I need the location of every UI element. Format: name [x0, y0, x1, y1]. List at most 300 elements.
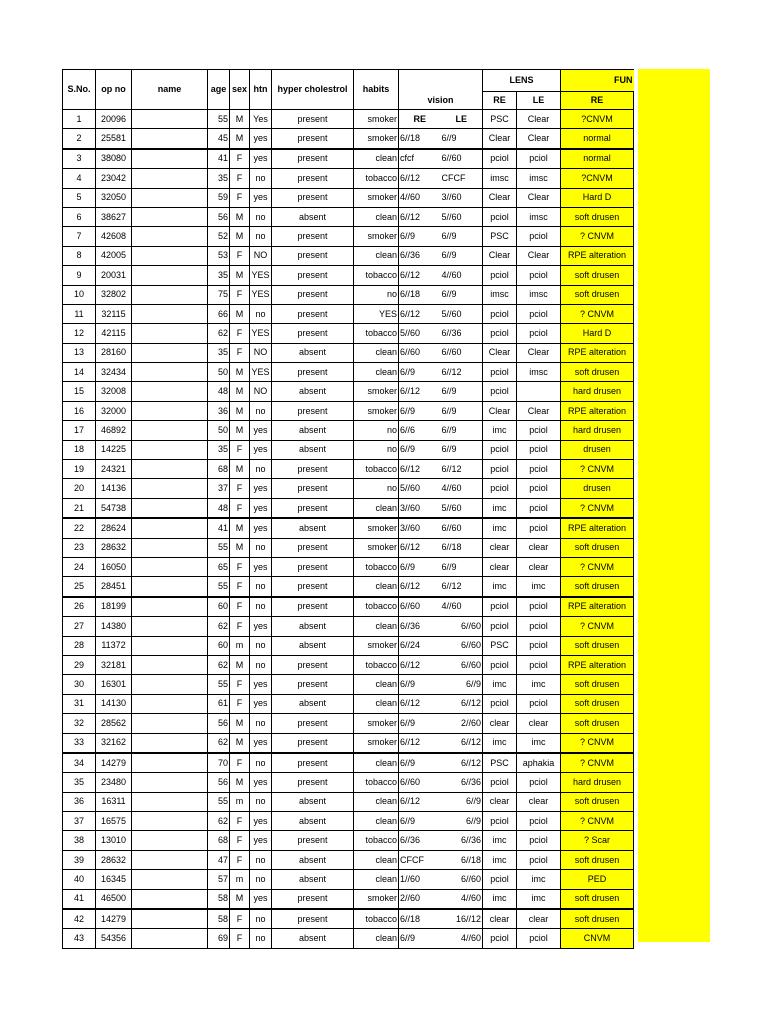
cell-vision-re[interactable]: 6//9 [399, 929, 441, 948]
cell-hyper-cholesterol[interactable]: absent [272, 207, 354, 226]
cell-lens-le[interactable]: imc [517, 733, 561, 753]
cell-lens-le[interactable]: Clear [517, 188, 561, 207]
cell-htn[interactable]: YES [250, 363, 272, 382]
cell-htn[interactable]: no [250, 929, 272, 948]
cell-vision-re[interactable]: 6//9 [399, 227, 441, 246]
cell-habits[interactable]: no [354, 479, 399, 498]
cell-vision-le[interactable]: 6//9 [441, 557, 483, 576]
cell-habits[interactable]: clean [354, 207, 399, 226]
cell-sno[interactable]: 30 [63, 675, 96, 694]
cell-vision-le[interactable]: 4//60 [441, 266, 483, 285]
cell-op-no[interactable]: 38627 [96, 207, 132, 226]
cell-htn[interactable]: yes [250, 498, 272, 518]
cell-vision-le[interactable]: 6//9 [441, 440, 483, 459]
cell-lens-le[interactable]: imsc [517, 207, 561, 226]
cell-age[interactable]: 35 [208, 343, 230, 362]
cell-hyper-cholesterol[interactable]: present [272, 831, 354, 850]
cell-lens-le[interactable]: Clear [517, 343, 561, 362]
cell-sex[interactable]: F [230, 285, 250, 304]
header-sno[interactable]: S.No. [63, 70, 96, 110]
cell-htn[interactable]: Yes [250, 110, 272, 129]
cell-lens-le[interactable]: pciol [517, 324, 561, 343]
cell-fundus-re[interactable]: soft drusen [561, 207, 634, 226]
cell-habits[interactable]: YES [354, 304, 399, 323]
cell-vision-re[interactable]: 3//60 [399, 498, 441, 518]
cell-age[interactable]: 55 [208, 792, 230, 811]
cell-lens-re[interactable]: imsc [483, 169, 517, 188]
cell-age[interactable]: 47 [208, 850, 230, 869]
cell-htn[interactable]: NO [250, 382, 272, 401]
cell-op-no[interactable]: 32050 [96, 188, 132, 207]
cell-vision-re[interactable]: 6//9 [399, 363, 441, 382]
cell-htn[interactable]: no [250, 538, 272, 557]
cell-sex[interactable]: F [230, 440, 250, 459]
cell-lens-re[interactable]: imsc [483, 285, 517, 304]
cell-vision-re[interactable]: 6//12 [399, 460, 441, 479]
cell-lens-re[interactable]: Clear [483, 188, 517, 207]
cell-vision-re[interactable]: 6//60 [399, 343, 441, 362]
cell-age[interactable]: 60 [208, 597, 230, 617]
cell-vision-le[interactable]: 6//9 [441, 421, 483, 440]
cell-htn[interactable]: yes [250, 617, 272, 636]
cell-sex[interactable]: F [230, 479, 250, 498]
cell-habits[interactable]: clean [354, 812, 399, 831]
cell-vision-re[interactable]: 6//18 [399, 129, 441, 149]
cell-htn[interactable]: NO [250, 246, 272, 265]
cell-name[interactable] [132, 850, 208, 869]
cell-vision-le[interactable]: 6//12 [441, 577, 483, 597]
cell-name[interactable] [132, 169, 208, 188]
cell-age[interactable]: 55 [208, 577, 230, 597]
cell-lens-le[interactable]: imsc [517, 169, 561, 188]
cell-sno[interactable]: 10 [63, 285, 96, 304]
cell-lens-le[interactable]: clear [517, 557, 561, 576]
cell-sno[interactable]: 31 [63, 694, 96, 713]
cell-age[interactable]: 60 [208, 636, 230, 655]
cell-fundus-re[interactable]: soft drusen [561, 714, 634, 733]
cell-lens-re[interactable]: imc [483, 498, 517, 518]
cell-hyper-cholesterol[interactable]: absent [272, 636, 354, 655]
header-fundus[interactable]: FUN [561, 70, 634, 92]
cell-hyper-cholesterol[interactable]: absent [272, 870, 354, 889]
cell-name[interactable] [132, 246, 208, 265]
cell-lens-re[interactable]: imc [483, 889, 517, 909]
cell-vision-le[interactable]: 6//9 [441, 227, 483, 246]
cell-lens-re[interactable]: pciol [483, 812, 517, 831]
cell-vision-re[interactable]: 6//18 [399, 909, 441, 929]
cell-name[interactable] [132, 266, 208, 285]
cell-age[interactable]: 55 [208, 675, 230, 694]
cell-name[interactable] [132, 831, 208, 850]
cell-habits[interactable]: no [354, 440, 399, 459]
cell-hyper-cholesterol[interactable]: present [272, 363, 354, 382]
cell-lens-re[interactable]: pciol [483, 479, 517, 498]
cell-op-no[interactable]: 28562 [96, 714, 132, 733]
cell-lens-le[interactable]: pciol [517, 694, 561, 713]
cell-name[interactable] [132, 792, 208, 811]
cell-htn[interactable]: yes [250, 773, 272, 792]
cell-vision-le[interactable]: 6//9 [441, 401, 483, 420]
cell-vision-le[interactable]: 4//60 [441, 479, 483, 498]
cell-habits[interactable]: clean [354, 617, 399, 636]
cell-name[interactable] [132, 597, 208, 617]
cell-fundus-re[interactable]: soft drusen [561, 636, 634, 655]
cell-sex[interactable]: M [230, 227, 250, 246]
cell-lens-re[interactable]: pciol [483, 597, 517, 617]
cell-lens-re[interactable]: PSC [483, 227, 517, 246]
cell-fundus-re[interactable]: PED [561, 870, 634, 889]
cell-sex[interactable]: M [230, 773, 250, 792]
cell-age[interactable]: 45 [208, 129, 230, 149]
cell-hyper-cholesterol[interactable]: present [272, 714, 354, 733]
cell-sno[interactable]: 32 [63, 714, 96, 733]
cell-vision-re[interactable]: 1//60 [399, 870, 441, 889]
cell-sno[interactable]: 3 [63, 149, 96, 169]
cell-op-no[interactable]: 42115 [96, 324, 132, 343]
cell-lens-re[interactable]: pciol [483, 149, 517, 169]
cell-name[interactable] [132, 714, 208, 733]
cell-hyper-cholesterol[interactable]: present [272, 655, 354, 674]
cell-name[interactable] [132, 870, 208, 889]
cell-age[interactable]: 48 [208, 498, 230, 518]
cell-name[interactable] [132, 324, 208, 343]
cell-htn[interactable]: yes [250, 188, 272, 207]
cell-op-no[interactable]: 28160 [96, 343, 132, 362]
cell-lens-re[interactable]: imc [483, 733, 517, 753]
cell-vision-re[interactable]: RE [399, 110, 441, 129]
cell-lens-le[interactable] [517, 382, 561, 401]
cell-vision-le[interactable]: 6//18 [441, 850, 483, 869]
cell-sno[interactable]: 26 [63, 597, 96, 617]
cell-name[interactable] [132, 812, 208, 831]
cell-habits[interactable]: smoker [354, 401, 399, 420]
cell-htn[interactable]: no [250, 909, 272, 929]
cell-sno[interactable]: 2 [63, 129, 96, 149]
header-lens[interactable]: LENS [483, 70, 561, 92]
cell-htn[interactable]: YES [250, 324, 272, 343]
cell-hyper-cholesterol[interactable]: absent [272, 343, 354, 362]
cell-lens-re[interactable]: pciol [483, 655, 517, 674]
cell-sex[interactable]: M [230, 129, 250, 149]
cell-op-no[interactable]: 16050 [96, 557, 132, 576]
cell-lens-le[interactable]: pciol [517, 773, 561, 792]
cell-lens-le[interactable]: pciol [517, 440, 561, 459]
cell-vision-re[interactable]: 6//36 [399, 831, 441, 850]
cell-vision-le[interactable]: 6//9 [441, 285, 483, 304]
cell-htn[interactable]: no [250, 304, 272, 323]
cell-fundus-re[interactable]: ? CNVM [561, 617, 634, 636]
cell-sno[interactable]: 39 [63, 850, 96, 869]
cell-vision-re[interactable]: 6//9 [399, 557, 441, 576]
cell-vision-re[interactable]: 6//12 [399, 382, 441, 401]
cell-sno[interactable]: 42 [63, 909, 96, 929]
cell-lens-re[interactable]: imc [483, 850, 517, 869]
cell-age[interactable]: 68 [208, 460, 230, 479]
cell-vision-le[interactable]: 6//60 [441, 518, 483, 538]
cell-vision-le[interactable]: 6//36 [441, 773, 483, 792]
cell-name[interactable] [132, 343, 208, 362]
cell-op-no[interactable]: 20031 [96, 266, 132, 285]
cell-habits[interactable]: clean [354, 675, 399, 694]
cell-lens-re[interactable]: pciol [483, 324, 517, 343]
cell-hyper-cholesterol[interactable]: present [272, 577, 354, 597]
cell-fundus-re[interactable]: soft drusen [561, 909, 634, 929]
cell-lens-re[interactable]: pciol [483, 460, 517, 479]
cell-fundus-re[interactable]: soft drusen [561, 285, 634, 304]
cell-vision-le[interactable]: 6//60 [441, 655, 483, 674]
cell-hyper-cholesterol[interactable]: present [272, 324, 354, 343]
cell-fundus-re[interactable]: ? CNVM [561, 460, 634, 479]
cell-hyper-cholesterol[interactable]: present [272, 246, 354, 265]
cell-name[interactable] [132, 363, 208, 382]
cell-sex[interactable]: F [230, 812, 250, 831]
cell-op-no[interactable]: 32115 [96, 304, 132, 323]
cell-sno[interactable]: 5 [63, 188, 96, 207]
cell-vision-re[interactable]: 6//36 [399, 617, 441, 636]
cell-sex[interactable]: F [230, 557, 250, 576]
cell-op-no[interactable]: 23042 [96, 169, 132, 188]
cell-vision-le[interactable]: 6//36 [441, 831, 483, 850]
cell-sex[interactable]: M [230, 655, 250, 674]
header-vision[interactable]: vision [399, 70, 483, 110]
cell-vision-re[interactable]: 6//9 [399, 812, 441, 831]
cell-op-no[interactable]: 20096 [96, 110, 132, 129]
cell-sno[interactable]: 23 [63, 538, 96, 557]
cell-htn[interactable]: yes [250, 812, 272, 831]
header-sex[interactable]: sex [230, 70, 250, 110]
cell-op-no[interactable]: 42608 [96, 227, 132, 246]
cell-htn[interactable]: no [250, 207, 272, 226]
cell-vision-le[interactable]: 6//9 [441, 675, 483, 694]
cell-age[interactable]: 41 [208, 518, 230, 538]
cell-age[interactable]: 35 [208, 440, 230, 459]
cell-vision-le[interactable]: 6//12 [441, 460, 483, 479]
cell-lens-re[interactable]: imc [483, 577, 517, 597]
cell-age[interactable]: 59 [208, 188, 230, 207]
cell-lens-le[interactable]: imsc [517, 285, 561, 304]
cell-name[interactable] [132, 440, 208, 459]
cell-fundus-re[interactable]: soft drusen [561, 538, 634, 557]
cell-vision-le[interactable]: 5//60 [441, 207, 483, 226]
cell-htn[interactable]: NO [250, 343, 272, 362]
cell-op-no[interactable]: 14225 [96, 440, 132, 459]
cell-fundus-re[interactable]: RPE alteration [561, 246, 634, 265]
cell-name[interactable] [132, 401, 208, 420]
cell-vision-re[interactable]: 6//12 [399, 694, 441, 713]
cell-htn[interactable]: yes [250, 479, 272, 498]
cell-op-no[interactable]: 14136 [96, 479, 132, 498]
cell-op-no[interactable]: 28624 [96, 518, 132, 538]
cell-vision-le[interactable]: 6//9 [441, 129, 483, 149]
cell-habits[interactable]: tobacco [354, 597, 399, 617]
cell-age[interactable]: 35 [208, 266, 230, 285]
cell-habits[interactable]: no [354, 421, 399, 440]
cell-hyper-cholesterol[interactable]: present [272, 460, 354, 479]
cell-lens-le[interactable]: pciol [517, 597, 561, 617]
cell-lens-re[interactable]: Clear [483, 343, 517, 362]
cell-vision-le[interactable]: 5//60 [441, 304, 483, 323]
cell-sex[interactable]: F [230, 617, 250, 636]
cell-lens-re[interactable]: Clear [483, 129, 517, 149]
cell-lens-re[interactable]: imc [483, 675, 517, 694]
cell-habits[interactable]: smoker [354, 518, 399, 538]
cell-habits[interactable]: tobacco [354, 169, 399, 188]
cell-lens-le[interactable]: pciol [517, 850, 561, 869]
cell-hyper-cholesterol[interactable]: present [272, 304, 354, 323]
cell-sno[interactable]: 8 [63, 246, 96, 265]
cell-hyper-cholesterol[interactable]: present [272, 909, 354, 929]
cell-sno[interactable]: 6 [63, 207, 96, 226]
cell-age[interactable]: 57 [208, 870, 230, 889]
cell-hyper-cholesterol[interactable]: present [272, 479, 354, 498]
cell-op-no[interactable]: 32802 [96, 285, 132, 304]
cell-sno[interactable]: 9 [63, 266, 96, 285]
cell-vision-re[interactable]: 6//12 [399, 577, 441, 597]
cell-hyper-cholesterol[interactable]: present [272, 227, 354, 246]
cell-age[interactable]: 62 [208, 733, 230, 753]
cell-name[interactable] [132, 577, 208, 597]
cell-age[interactable]: 62 [208, 655, 230, 674]
cell-vision-re[interactable]: 6//12 [399, 538, 441, 557]
cell-fundus-re[interactable]: ?CNVM [561, 169, 634, 188]
cell-op-no[interactable]: 14279 [96, 753, 132, 773]
cell-fundus-re[interactable]: Hard D [561, 188, 634, 207]
cell-lens-re[interactable]: clear [483, 792, 517, 811]
cell-fundus-re[interactable]: soft drusen [561, 792, 634, 811]
cell-hyper-cholesterol[interactable]: absent [272, 518, 354, 538]
cell-op-no[interactable]: 24321 [96, 460, 132, 479]
cell-age[interactable]: 50 [208, 363, 230, 382]
cell-hyper-cholesterol[interactable]: present [272, 773, 354, 792]
cell-vision-le[interactable]: 6//36 [441, 324, 483, 343]
cell-vision-le[interactable]: 6//12 [441, 733, 483, 753]
cell-htn[interactable]: yes [250, 733, 272, 753]
cell-habits[interactable]: smoker [354, 733, 399, 753]
cell-name[interactable] [132, 557, 208, 576]
cell-htn[interactable]: no [250, 753, 272, 773]
cell-lens-re[interactable]: pciol [483, 870, 517, 889]
cell-vision-le[interactable]: 4//60 [441, 597, 483, 617]
cell-sex[interactable]: F [230, 188, 250, 207]
cell-fundus-re[interactable]: RPE alteration [561, 343, 634, 362]
cell-name[interactable] [132, 304, 208, 323]
cell-sno[interactable]: 14 [63, 363, 96, 382]
cell-age[interactable]: 69 [208, 929, 230, 948]
cell-lens-re[interactable]: clear [483, 557, 517, 576]
cell-fundus-re[interactable]: drusen [561, 479, 634, 498]
cell-sno[interactable]: 7 [63, 227, 96, 246]
cell-vision-le[interactable]: 6//9 [441, 382, 483, 401]
cell-op-no[interactable]: 38080 [96, 149, 132, 169]
cell-sno[interactable]: 22 [63, 518, 96, 538]
cell-htn[interactable]: no [250, 714, 272, 733]
cell-hyper-cholesterol[interactable]: present [272, 266, 354, 285]
cell-lens-le[interactable]: pciol [517, 304, 561, 323]
cell-age[interactable]: 53 [208, 246, 230, 265]
cell-habits[interactable]: clean [354, 149, 399, 169]
cell-sno[interactable]: 35 [63, 773, 96, 792]
cell-lens-le[interactable]: clear [517, 909, 561, 929]
cell-habits[interactable]: clean [354, 498, 399, 518]
cell-sex[interactable]: m [230, 870, 250, 889]
cell-name[interactable] [132, 675, 208, 694]
cell-lens-re[interactable]: pciol [483, 440, 517, 459]
cell-lens-re[interactable]: clear [483, 538, 517, 557]
cell-vision-le[interactable]: 4//60 [441, 929, 483, 948]
cell-lens-le[interactable]: pciol [517, 149, 561, 169]
cell-age[interactable]: 62 [208, 812, 230, 831]
cell-vision-le[interactable]: 6//9 [441, 246, 483, 265]
cell-vision-re[interactable]: 6//12 [399, 792, 441, 811]
cell-op-no[interactable]: 46892 [96, 421, 132, 440]
cell-hyper-cholesterol[interactable]: present [272, 169, 354, 188]
cell-lens-le[interactable]: pciol [517, 460, 561, 479]
cell-age[interactable]: 41 [208, 149, 230, 169]
cell-fundus-re[interactable]: soft drusen [561, 889, 634, 909]
header-htn[interactable]: htn [250, 70, 272, 110]
cell-lens-re[interactable]: pciol [483, 929, 517, 948]
header-fundus-re[interactable]: RE [561, 92, 634, 110]
cell-lens-le[interactable]: imc [517, 577, 561, 597]
cell-htn[interactable]: no [250, 655, 272, 674]
cell-age[interactable]: 56 [208, 207, 230, 226]
cell-fundus-re[interactable]: RPE alteration [561, 401, 634, 420]
cell-sno[interactable]: 13 [63, 343, 96, 362]
cell-name[interactable] [132, 460, 208, 479]
cell-sex[interactable]: M [230, 266, 250, 285]
header-lens-re[interactable]: RE [483, 92, 517, 110]
cell-sno[interactable]: 25 [63, 577, 96, 597]
cell-lens-re[interactable]: pciol [483, 694, 517, 713]
cell-name[interactable] [132, 227, 208, 246]
cell-vision-re[interactable]: 6//12 [399, 207, 441, 226]
cell-lens-le[interactable]: imc [517, 889, 561, 909]
cell-lens-le[interactable]: pciol [517, 479, 561, 498]
cell-vision-le[interactable]: 6//12 [441, 363, 483, 382]
cell-sno[interactable]: 37 [63, 812, 96, 831]
cell-sex[interactable]: F [230, 246, 250, 265]
cell-sno[interactable]: 16 [63, 401, 96, 420]
cell-habits[interactable]: clean [354, 246, 399, 265]
header-op-no[interactable]: op no [96, 70, 132, 110]
cell-op-no[interactable]: 23480 [96, 773, 132, 792]
cell-lens-le[interactable]: pciol [517, 266, 561, 285]
cell-hyper-cholesterol[interactable]: present [272, 149, 354, 169]
cell-name[interactable] [132, 188, 208, 207]
cell-name[interactable] [132, 753, 208, 773]
cell-vision-le[interactable]: 3//60 [441, 188, 483, 207]
cell-sno[interactable]: 17 [63, 421, 96, 440]
cell-sno[interactable]: 4 [63, 169, 96, 188]
cell-htn[interactable]: yes [250, 675, 272, 694]
cell-htn[interactable]: yes [250, 149, 272, 169]
cell-vision-re[interactable]: 6//9 [399, 440, 441, 459]
cell-fundus-re[interactable]: ? CNVM [561, 733, 634, 753]
cell-op-no[interactable]: 14130 [96, 694, 132, 713]
cell-op-no[interactable]: 54738 [96, 498, 132, 518]
cell-lens-re[interactable]: clear [483, 714, 517, 733]
cell-vision-le[interactable]: 16//12 [441, 909, 483, 929]
cell-sno[interactable]: 24 [63, 557, 96, 576]
cell-htn[interactable]: yes [250, 694, 272, 713]
cell-lens-le[interactable]: Clear [517, 129, 561, 149]
cell-fundus-re[interactable]: CNVM [561, 929, 634, 948]
cell-age[interactable]: 61 [208, 694, 230, 713]
cell-sex[interactable]: M [230, 382, 250, 401]
cell-habits[interactable]: clean [354, 850, 399, 869]
cell-age[interactable]: 52 [208, 227, 230, 246]
cell-vision-le[interactable]: 6//60 [441, 617, 483, 636]
